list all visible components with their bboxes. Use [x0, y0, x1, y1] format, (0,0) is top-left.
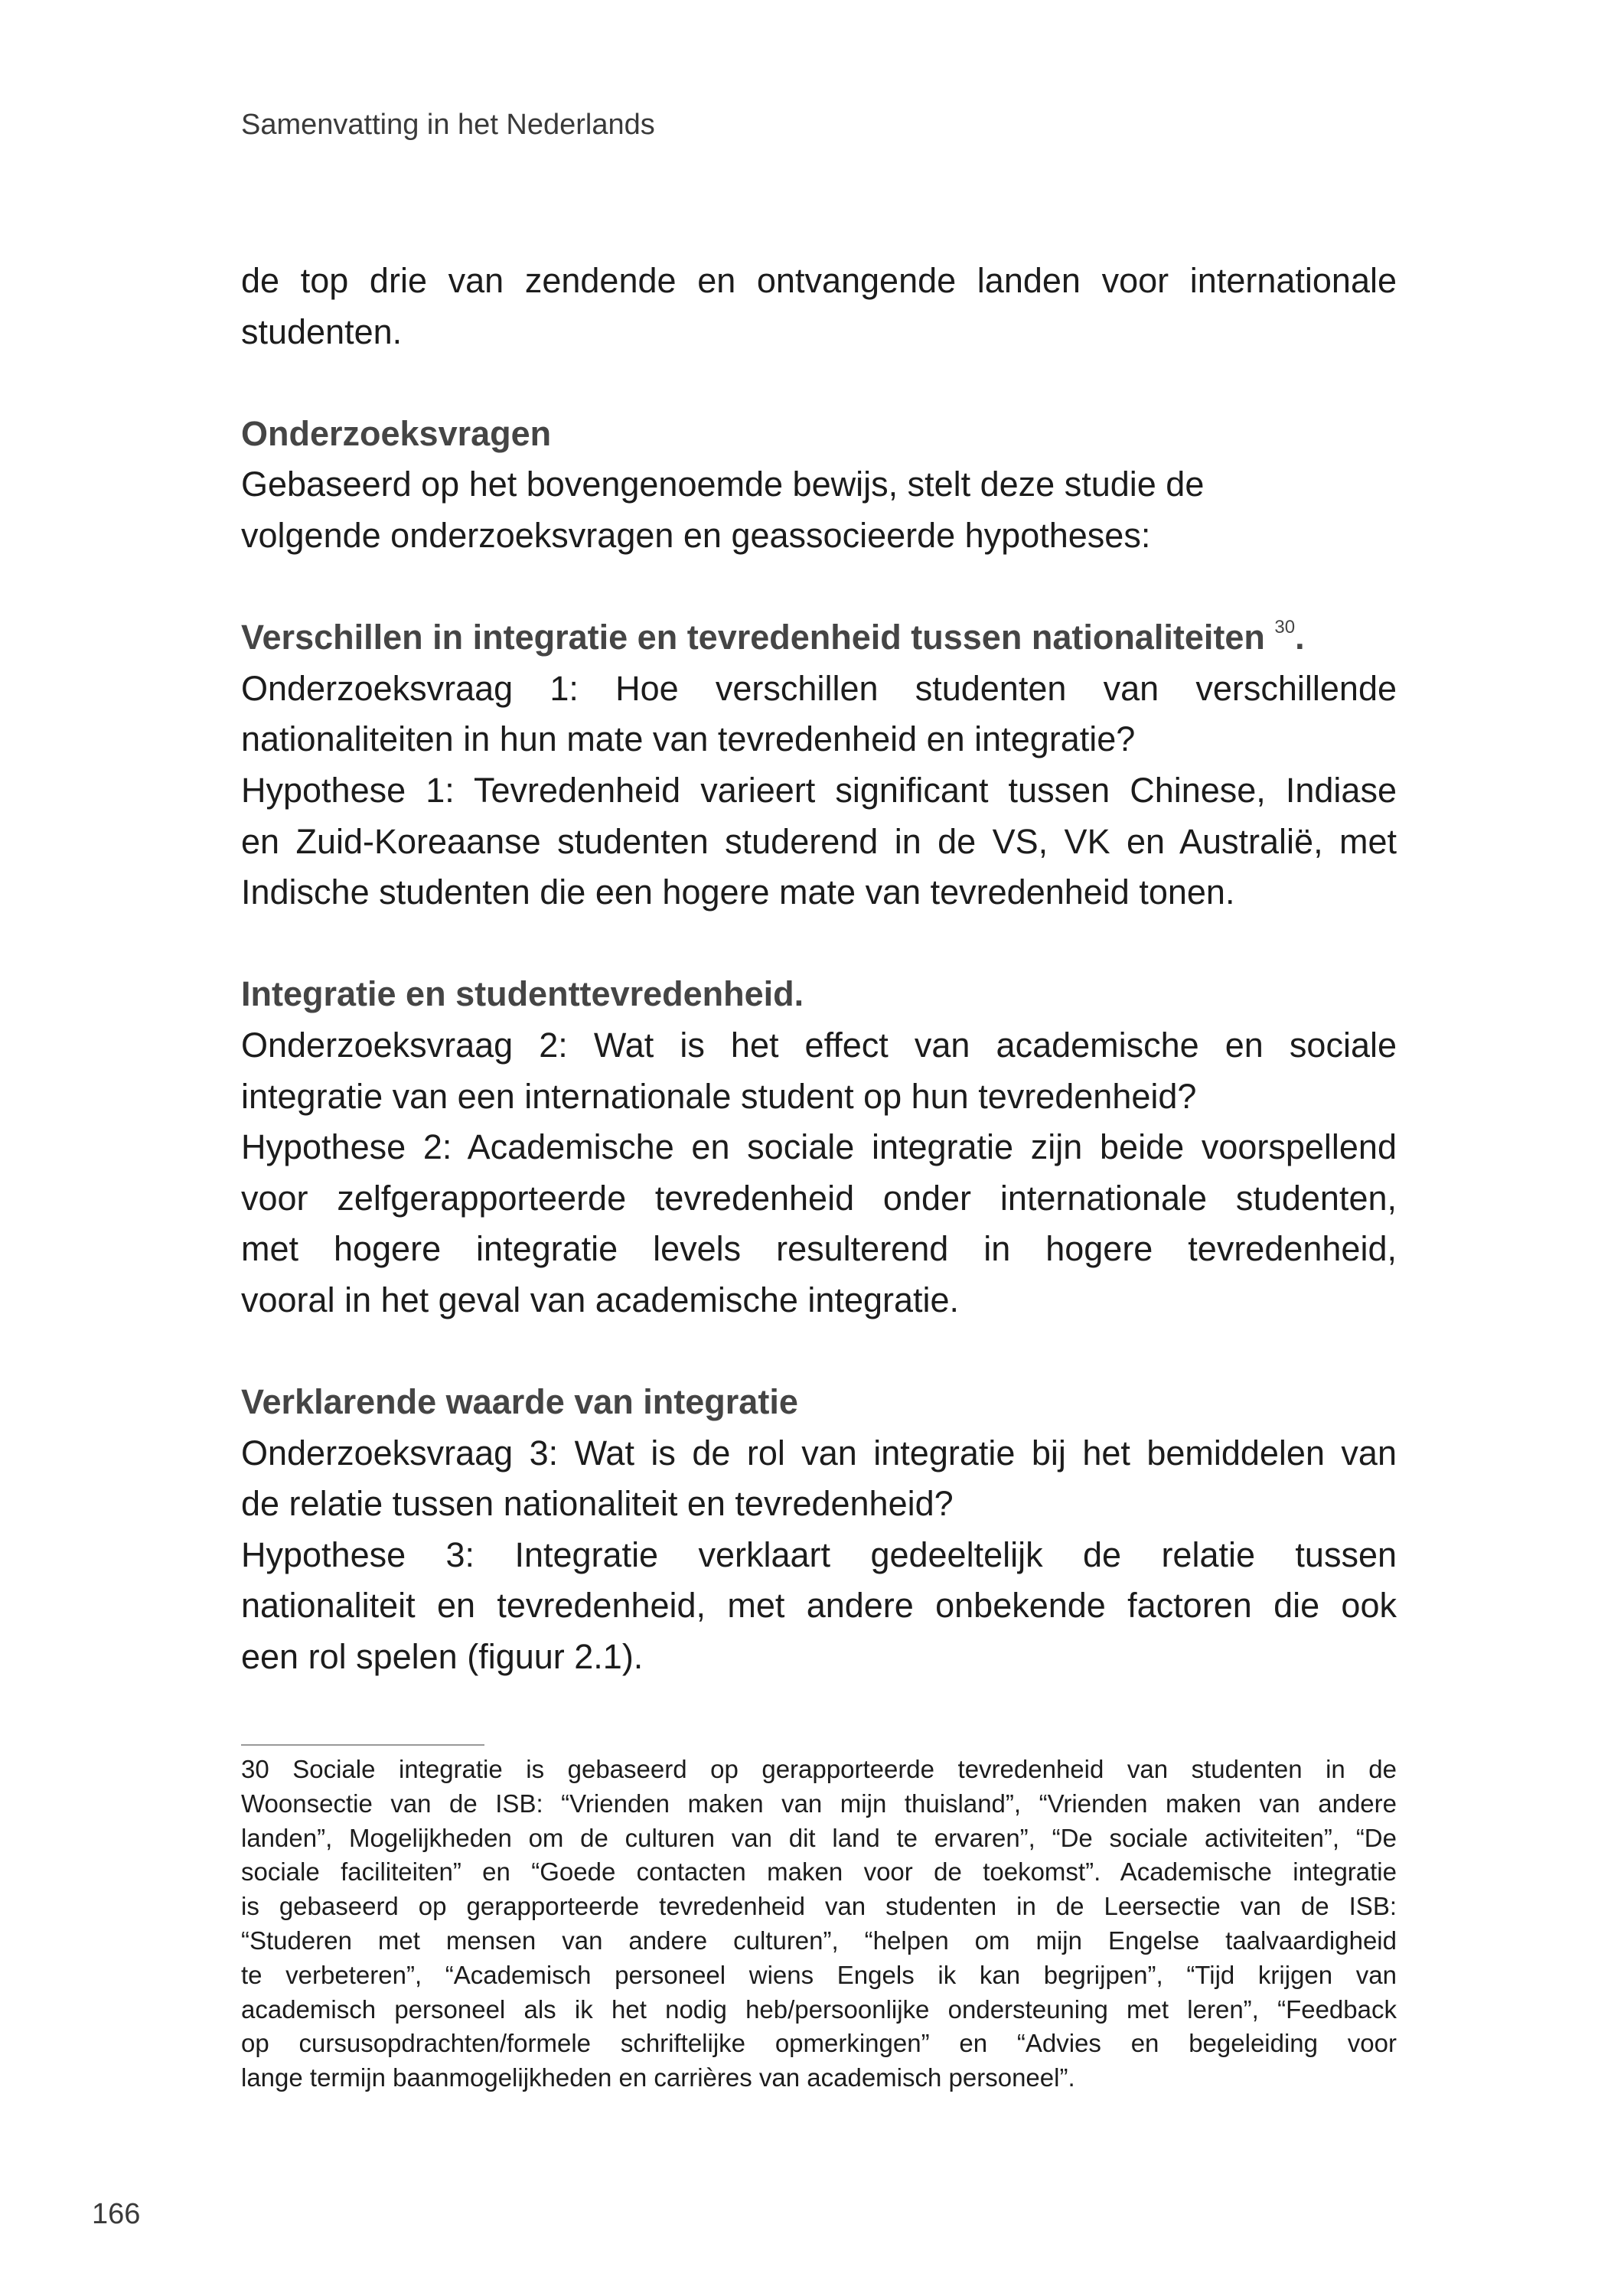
body-line: Gebaseerd op het bovengenoemde bewijs, stelt deze studie de	[241, 465, 1205, 504]
body-line: met hogere integratie levels resulterend in hogere tevredenheid,	[241, 1229, 1397, 1269]
section-heading	[241, 409, 1397, 460]
body-line: de top drie van zendende en ontvangende landen voor internationale	[241, 261, 1397, 300]
section-heading	[241, 969, 1397, 1020]
page-number: 166	[92, 2198, 141, 2230]
heading-text: Verklarende waarde van integratie	[241, 1382, 798, 1422]
footnote-line: lange termijn baanmogelijkheden en carrières van academisch personeel”.	[241, 2063, 1075, 2092]
footnote-line: is gebaseerd op gerapporteerde tevredenheid van studenten in de Leersectie van de ISB:	[241, 1892, 1397, 1921]
running-head: Samenvatting in het Nederlands	[241, 109, 655, 141]
body-text	[241, 256, 1397, 1683]
footnote-ref: 30	[1274, 617, 1296, 638]
body-line: nationaliteit en tevredenheid, met andere onbekende factoren die ook	[241, 1586, 1397, 1626]
footnote-line: sociale faciliteiten” en “Goede contacten maken voor de toekomst”. Academische integratie	[241, 1857, 1397, 1887]
body-line: integratie van een internationale student op hun tevredenheid?	[241, 1076, 1197, 1116]
body-line: nationaliteiten in hun mate van tevredenheid en integratie?	[241, 719, 1136, 759]
body-line: studenten.	[241, 311, 403, 351]
section-heading	[241, 1377, 1397, 1428]
footnote-line: “Studeren met mensen van andere culturen”, “helpen om mijn Engelse taalvaardigheid	[241, 1926, 1397, 1955]
footnote-divider	[241, 1744, 484, 1746]
heading-suffix: .	[1295, 618, 1305, 657]
blank-line	[241, 357, 1397, 409]
body-line: de relatie tussen nationaliteit en tevredenheid?	[241, 1484, 954, 1524]
body-line: Onderzoeksvraag 2: Wat is het effect van academische en sociale	[241, 1025, 1397, 1065]
footnote-line: academisch personeel als ik het nodig heb/persoonlijke ondersteuning met leren”, “Feedback	[241, 1994, 1397, 2024]
body-line: en Zuid-Koreaanse studenten studerend in de VS, VK en Australië, met	[241, 821, 1397, 861]
body-line: vooral in het geval van academische integratie.	[241, 1280, 960, 1319]
footnote-line: Woonsectie van de ISB: “Vrienden maken van mijn thuisland”, “Vrienden maken van andere	[241, 1789, 1397, 1818]
blank-line	[241, 918, 1397, 970]
footnote-line: 30 Sociale integratie is gebaseerd op gerapporteerde tevredenheid van studenten in de	[241, 1755, 1397, 1783]
body-line: Hypothese 1: Tevredenheid varieert significant tussen Chinese, Indiase	[241, 770, 1397, 810]
body-line: Indische studenten die een hogere mate van tevredenheid tonen.	[241, 872, 1235, 912]
footnote-line: landen”, Mogelijkheden om de culturen van dit land te ervaren”, “De sociale activiteiten”, “De	[241, 1823, 1397, 1852]
blank-line	[241, 1326, 1397, 1377]
body-line: Onderzoeksvraag 1: Hoe verschillen studenten van verschillende	[241, 668, 1397, 708]
footnote-line: op cursusopdrachten/formele schriftelijke opmerkingen” en “Advies en begeleiding voor	[241, 2029, 1397, 2058]
heading-text: Integratie en studenttevredenheid.	[241, 974, 804, 1014]
body-line: voor zelfgerapporteerde tevredenheid onder internationale studenten,	[241, 1178, 1397, 1218]
section-heading	[241, 612, 1397, 664]
body-line: Onderzoeksvraag 3: Wat is de rol van integratie bij het bemiddelen van	[241, 1433, 1397, 1473]
footnote-line: te verbeteren”, “Academisch personeel wiens Engels ik kan begrijpen”, “Tijd krijgen van	[241, 1960, 1397, 1989]
heading-text: Onderzoeksvragen	[241, 413, 552, 453]
body-line: Hypothese 3: Integratie verklaart gedeeltelijk de relatie tussen	[241, 1534, 1397, 1574]
body-line: Hypothese 2: Academische en sociale integratie zijn beide voorspellend	[241, 1127, 1397, 1167]
heading-text: Verschillen in integratie en tevredenheid tussen nationaliteiten	[241, 618, 1275, 657]
footnote	[241, 1753, 1397, 2095]
blank-line	[241, 562, 1397, 613]
body-line: een rol spelen (figuur 2.1).	[241, 1637, 644, 1677]
body-line: volgende onderzoeksvragen en geassocieerde hypotheses:	[241, 515, 1151, 555]
